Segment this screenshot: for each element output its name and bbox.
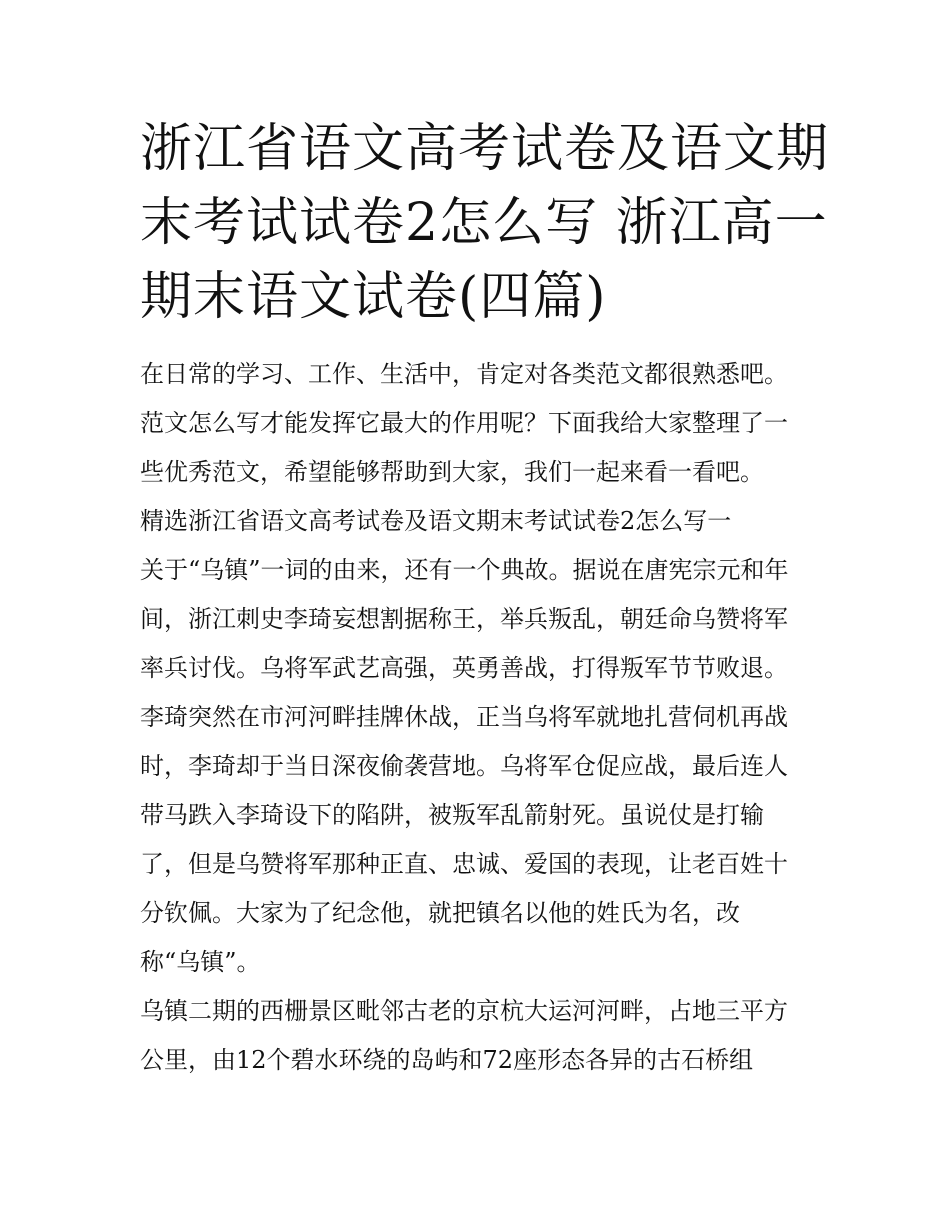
text-line: 称“乌镇”。 <box>140 948 261 976</box>
text-line: 关于“乌镇”一词的由来，还有一个典故。据说在唐宪宗元和年 <box>140 556 789 584</box>
text-line: 李琦突然在市河河畔挂牌休战，正当乌将军就地扎营伺机再战 <box>140 703 788 731</box>
document-body <box>140 350 830 1085</box>
story-paragraph <box>140 546 830 987</box>
text-line: 带马跌入李琦设下的陷阱，被叛军乱箭射死。虽说仗是打输 <box>140 801 764 829</box>
text-line: 分钦佩。大家为了纪念他，就把镇名以他的姓氏为名，改 <box>140 899 740 927</box>
text-line: 在日常的学习、工作、生活中，肯定对各类范文都很熟悉吧。 <box>140 360 788 388</box>
description-paragraph <box>140 987 830 1085</box>
title-line: 期末语文试卷(四篇) <box>140 267 607 327</box>
text-line: 时，李琦却于当日深夜偷袭营地。乌将军仓促应战，最后连人 <box>140 752 788 780</box>
title-line: 浙江省语文高考试卷及语文期 <box>140 119 830 179</box>
document-title <box>140 112 830 334</box>
section-heading-text: 精选浙江省语文高考试卷及语文期末考试试卷2怎么写一 <box>140 507 732 535</box>
text-line: 范文怎么写才能发挥它最大的作用呢？下面我给大家整理了一 <box>140 409 788 437</box>
text-line: 间，浙江刺史李琦妄想割据称王，举兵叛乱，朝廷命乌赞将军 <box>140 605 788 633</box>
text-line: 率兵讨伐。乌将军武艺高强，英勇善战，打得叛军节节败退。 <box>140 654 788 682</box>
title-line: 末考试试卷2怎么写 浙江高一 <box>140 193 828 253</box>
intro-paragraph <box>140 350 830 497</box>
text-line: 了，但是乌赞将军那种正直、忠诚、爱国的表现，让老百姓十 <box>140 850 788 878</box>
section-heading <box>140 497 830 546</box>
text-line: 些优秀范文，希望能够帮助到大家，我们一起来看一看吧。 <box>140 458 764 486</box>
text-line: 乌镇二期的西栅景区毗邻古老的京杭大运河河畔，占地三平方 <box>140 997 788 1025</box>
text-line: 公里，由12个碧水环绕的岛屿和72座形态各异的古石桥组 <box>140 1046 754 1074</box>
